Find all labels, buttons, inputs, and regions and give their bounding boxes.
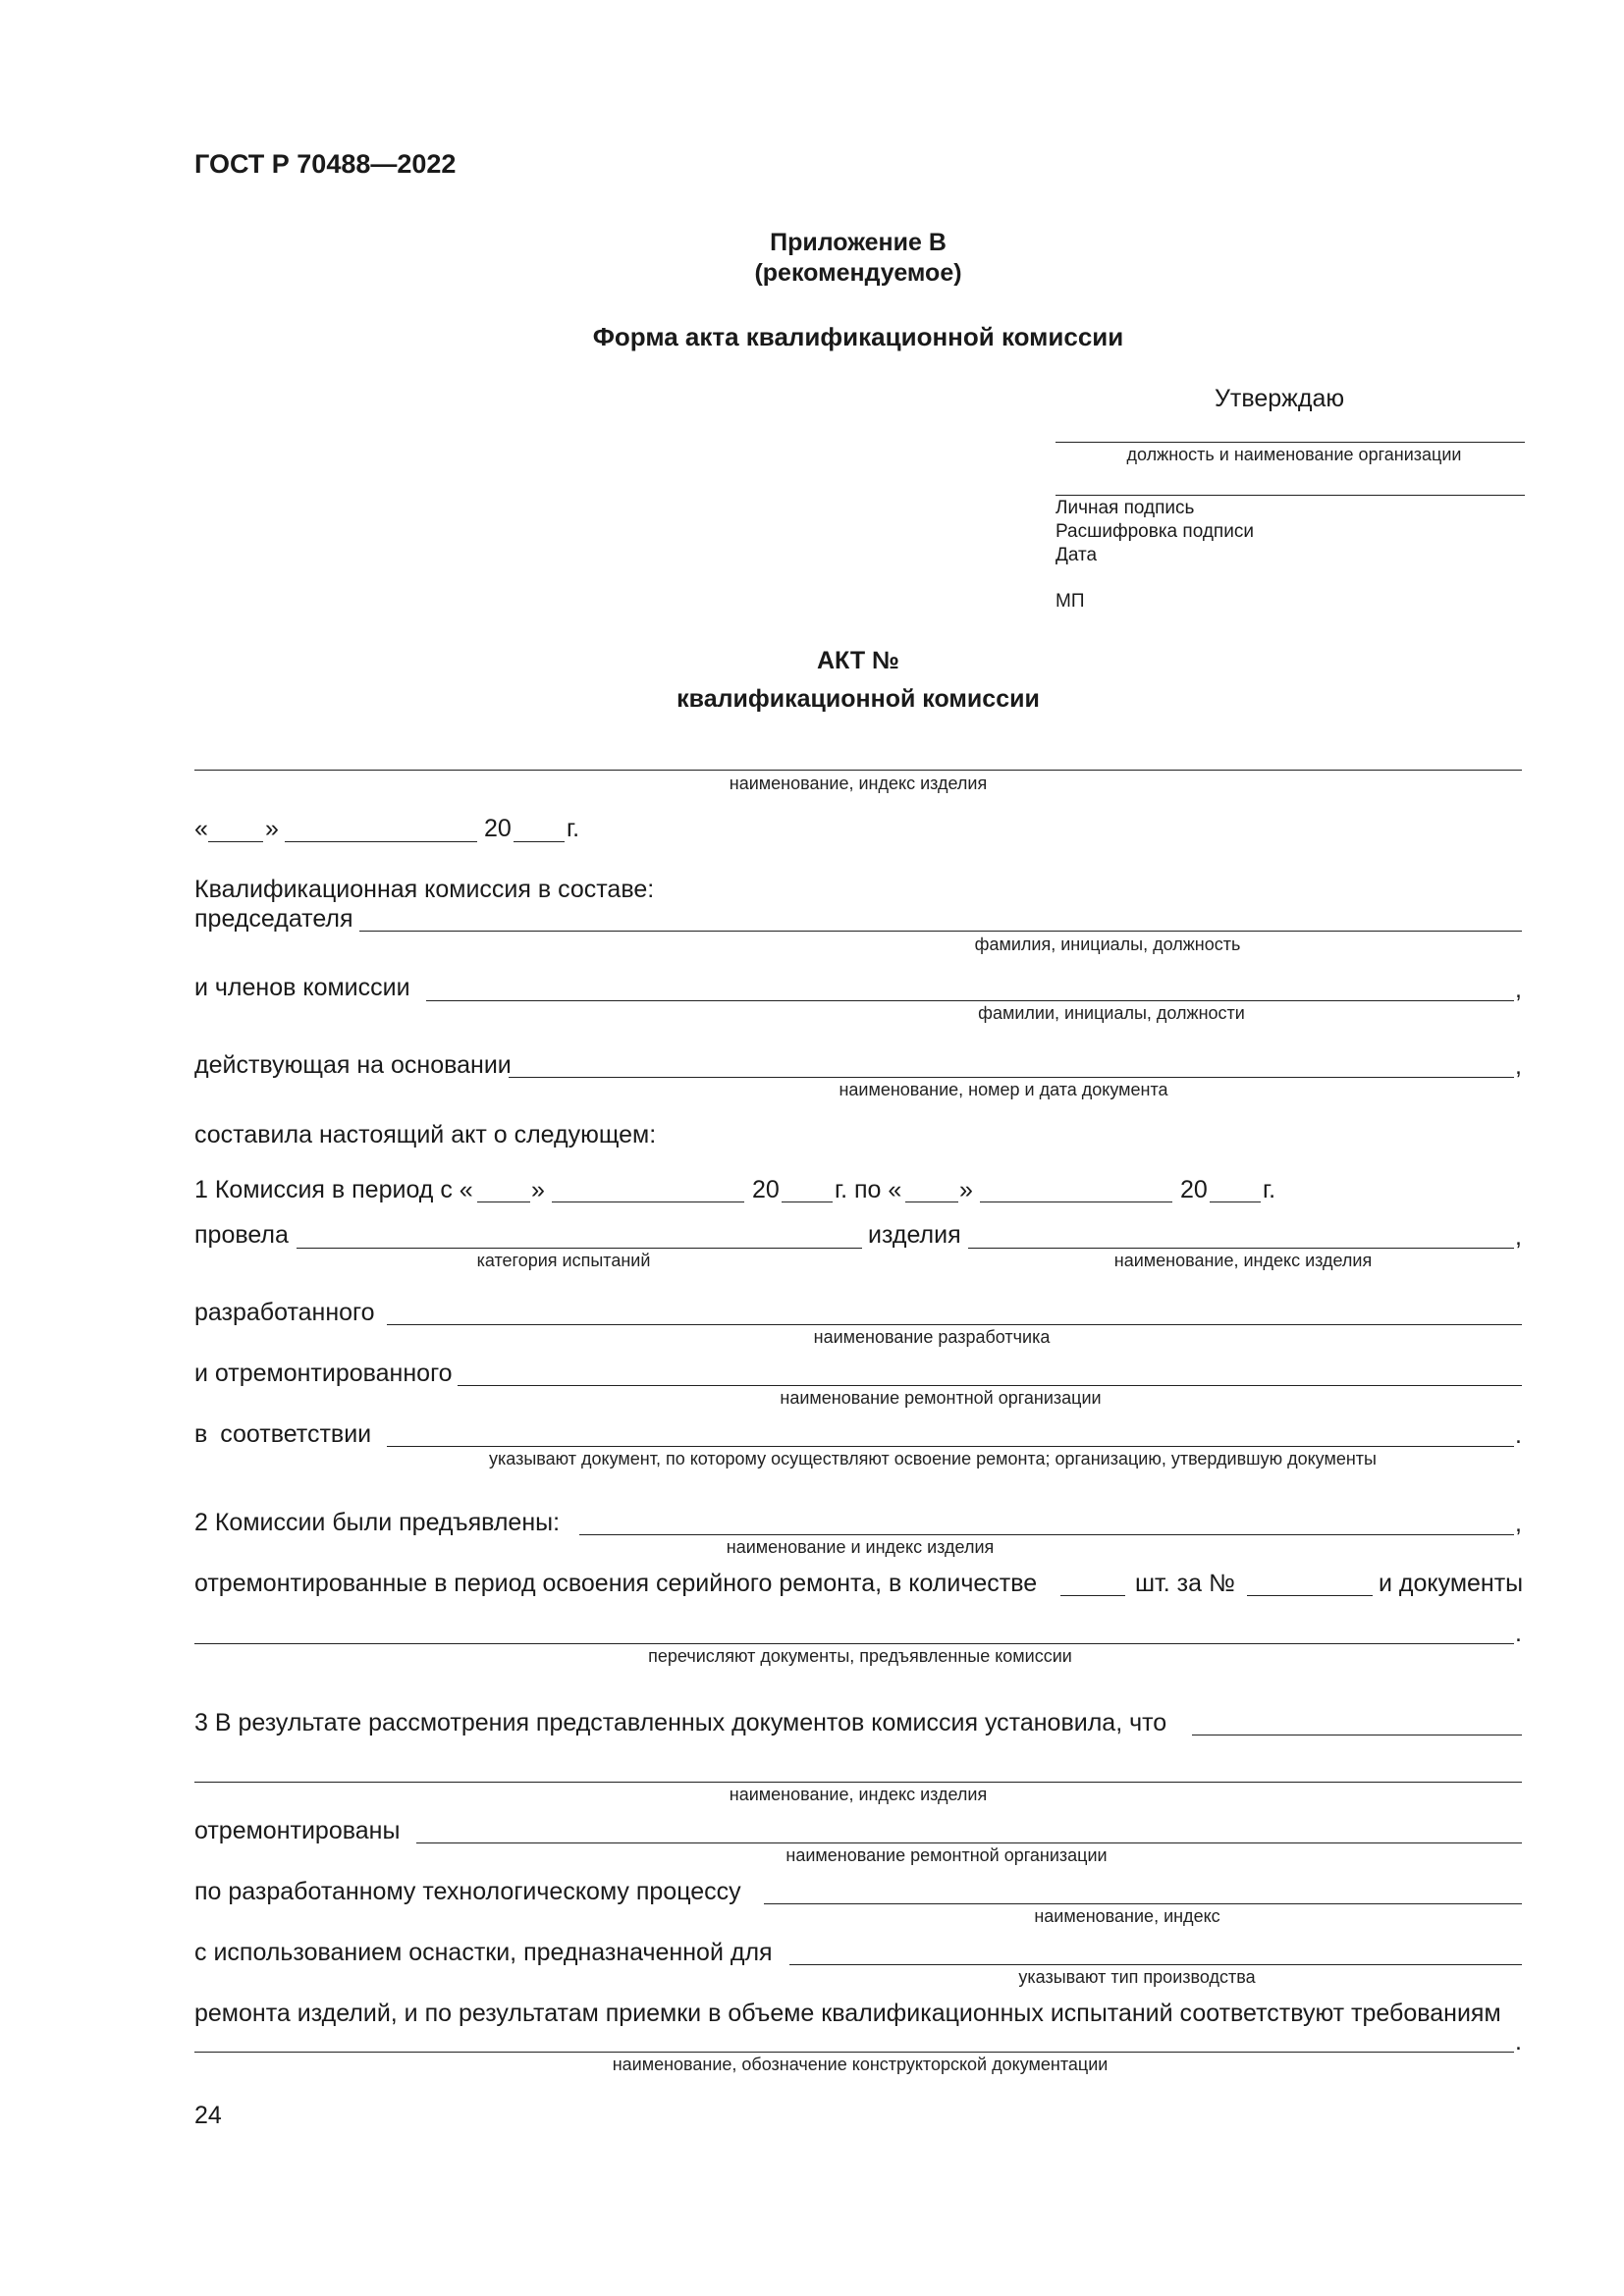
s1-period-label: 1 Комиссия в период с «: [194, 1176, 473, 1203]
s2-quantity-line: [1060, 1595, 1125, 1596]
s3-production-line: [789, 1964, 1522, 1965]
s1-to-label: г. по «: [835, 1176, 902, 1203]
page-number: 24: [194, 2102, 222, 2129]
conducted-label: провела: [194, 1221, 289, 1249]
act-title: АКТ №: [816, 647, 900, 674]
s3-repair-org-caption: наименование ремонтной организации: [785, 1845, 1108, 1865]
s3-process-label: по разработанному технологическому процессу: [194, 1878, 741, 1905]
appendix-title: Приложение В: [770, 229, 947, 256]
accordance-line: [387, 1446, 1514, 1447]
approver-position-line: [1056, 442, 1525, 443]
appendix-status: (рекомендуемое): [754, 259, 962, 287]
s2-product-line: [579, 1534, 1514, 1535]
s2-pcs-label: шт. за №: [1135, 1570, 1235, 1597]
s3-product-line: [194, 1782, 1522, 1783]
act-subtitle: квалификационной комиссии: [677, 685, 1040, 713]
developed-label: разработанного: [194, 1299, 375, 1326]
s2-docs-caption: перечисляют документы, предъявленные комиссии: [648, 1646, 1072, 1666]
chair-caption: фамилия, инициалы, должность: [974, 934, 1241, 954]
chair-line: [359, 931, 1522, 932]
s2-docs-line: [194, 1643, 1514, 1644]
s3-repair-org-line: [416, 1842, 1522, 1843]
commission-intro: Квалификационная комиссия в составе:: [194, 876, 655, 903]
approve-label: Утверждаю: [1215, 385, 1345, 412]
s3-process-caption: наименование, индекс: [1034, 1906, 1220, 1926]
signature-decoding-label: Расшифровка подписи: [1056, 521, 1254, 542]
signature-label: Личная подпись: [1056, 498, 1195, 518]
members-label: и членов комиссии: [194, 974, 410, 1001]
s3-repaired-label: отремонтированы: [194, 1817, 401, 1844]
members-line: [426, 1000, 1514, 1001]
s3-process-line: [764, 1903, 1522, 1904]
basis-line: [509, 1077, 1514, 1078]
date-day-line: [208, 841, 263, 842]
approver-signature-line: [1056, 495, 1525, 496]
chair-label: председателя: [194, 905, 353, 933]
s1-month-to-line: [980, 1201, 1172, 1202]
accordance-label: в соответствии: [194, 1420, 372, 1448]
seal-label: МП: [1056, 591, 1085, 612]
s2-product-caption: наименование и индекс изделия: [726, 1537, 995, 1557]
compiled-label: составила настоящий акт о следующем:: [194, 1121, 657, 1148]
s3-result-label: 3 В результате рассмотрения представленных документов комиссия установила, что: [194, 1709, 1167, 1736]
test-category-line: [297, 1248, 862, 1249]
s1-quote-close-2: »: [959, 1176, 973, 1203]
s1-year-suffix: г.: [1263, 1176, 1276, 1203]
s1-year-prefix-2: 20: [1180, 1176, 1208, 1203]
s2-presented-label: 2 Комиссии были предъявлены:: [194, 1509, 561, 1536]
s3-tooling-label: с использованием оснастки, предназначенной для: [194, 1939, 773, 1966]
date-month-line: [285, 841, 477, 842]
repair-org-caption: наименование ремонтной организации: [780, 1388, 1102, 1408]
developer-line: [387, 1324, 1522, 1325]
date-quote-close: »: [265, 815, 279, 842]
product-caption: наименование, индекс изделия: [729, 774, 988, 793]
basis-caption: наименование, номер и дата документа: [839, 1080, 1168, 1099]
s1-quote-close: »: [531, 1176, 545, 1203]
s1-day-to-line: [905, 1201, 958, 1202]
s3-product-caption: наименование, индекс изделия: [729, 1785, 988, 1804]
date-year-suffix: г.: [567, 815, 580, 842]
s2-repaired-period-label: отремонтированные в период освоения серийного ремонта, в количестве: [194, 1570, 1038, 1597]
s3-design-docs-caption: наименование, обозначение конструкторской документации: [612, 2055, 1109, 2074]
s1-product-line: [968, 1248, 1514, 1249]
s1-product-caption: наименование, индекс изделия: [1113, 1251, 1373, 1270]
s3-design-docs-line: [194, 2052, 1514, 2053]
repaired-label: и отремонтированного: [194, 1360, 453, 1387]
s3-conformity-label: ремонта изделий, и по результатам приемки в объеме квалификационных испытаний соответствуют требованиям: [194, 2000, 1501, 2027]
date-quote-open: «: [194, 815, 208, 842]
s1-year-from-line: [782, 1201, 833, 1202]
s1-day-from-line: [477, 1201, 530, 1202]
accordance-caption: указывают документ, по которому осуществляют освоение ремонта; организацию, утвердившую документы: [489, 1449, 1377, 1468]
s3-production-caption: указывают тип производства: [1018, 1967, 1256, 1987]
s2-number-line: [1247, 1595, 1373, 1596]
approver-position-caption: должность и наименование организации: [1126, 445, 1462, 464]
s2-and-docs-label: и документы: [1379, 1570, 1524, 1597]
form-title: Форма акта квалификационной комиссии: [592, 322, 1124, 351]
date-year-prefix: 20: [484, 815, 512, 842]
standard-number: ГОСТ Р 70488—2022: [194, 149, 457, 179]
s1-year-prefix: 20: [752, 1176, 780, 1203]
developer-caption: наименование разработчика: [813, 1327, 1051, 1347]
repair-org-line: [458, 1385, 1522, 1386]
product-line: [194, 770, 1522, 771]
members-caption: фамилии, инициалы, должности: [978, 1003, 1245, 1023]
products-label: изделия: [868, 1221, 961, 1249]
s1-year-to-line: [1210, 1201, 1261, 1202]
basis-label: действующая на основании: [194, 1051, 512, 1079]
test-category-caption: категория испытаний: [476, 1251, 651, 1270]
date-label: Дата: [1056, 545, 1098, 565]
s1-month-from-line: [552, 1201, 744, 1202]
date-year-line: [514, 841, 565, 842]
